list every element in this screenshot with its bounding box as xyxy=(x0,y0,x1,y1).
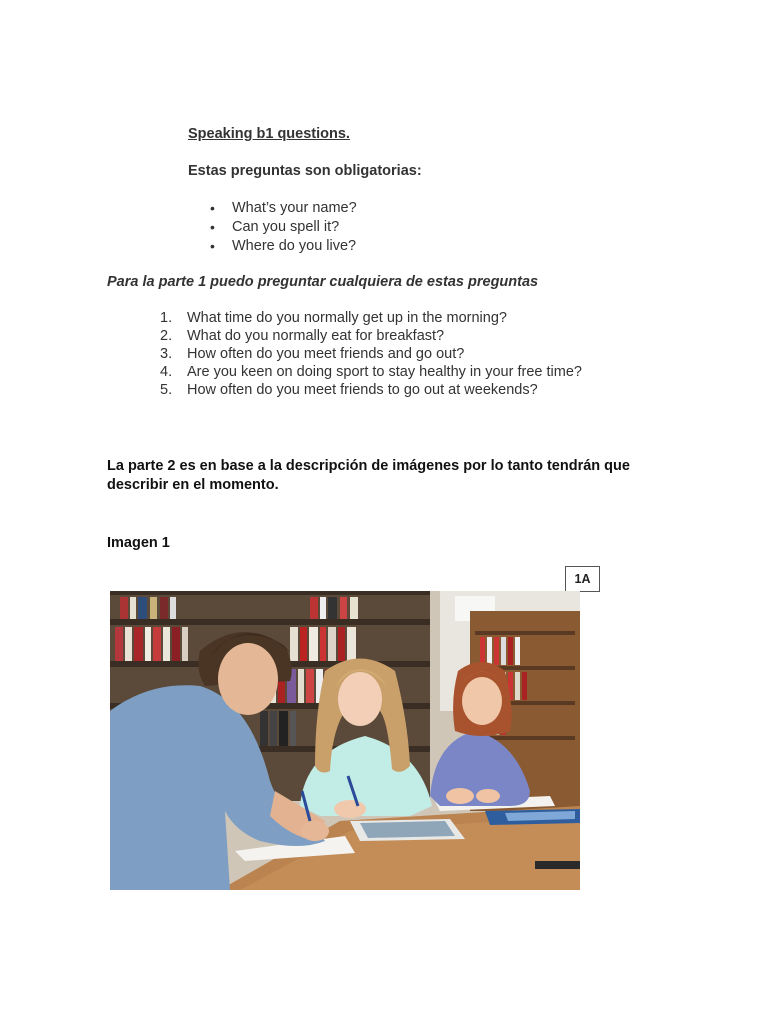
mandatory-heading: Estas preguntas son obligatorias: xyxy=(188,163,422,179)
list-item: • Where do you live? xyxy=(208,237,357,256)
question-text: What do you normally eat for breakfast? xyxy=(187,328,445,344)
question-text: What time do you normally get up in the morning? xyxy=(187,310,507,326)
document-title: Speaking b1 questions. xyxy=(188,126,350,142)
library-photo xyxy=(110,591,580,890)
list-number: 5. xyxy=(160,382,173,398)
part1-question-list xyxy=(160,309,582,399)
image-label: Imagen 1 xyxy=(107,535,170,551)
list-item xyxy=(160,381,582,399)
part1-heading: Para la parte 1 puedo preguntar cualquiera de estas preguntas xyxy=(107,274,539,290)
list-item: • What’s your name? xyxy=(208,199,357,218)
question-text: Are you keen on doing sport to stay healthy in your free time? xyxy=(187,364,582,380)
mandatory-question-list xyxy=(208,199,357,256)
list-item: • Can you spell it? xyxy=(208,218,357,237)
list-number: 4. xyxy=(160,364,173,380)
list-item xyxy=(160,327,582,345)
image-badge: 1A xyxy=(565,566,600,592)
list-number: 2. xyxy=(160,328,173,344)
list-item xyxy=(160,309,582,327)
question-text: How often do you meet friends and go out? xyxy=(187,346,465,362)
list-item xyxy=(160,345,582,363)
question-text: How often do you meet friends to go out at weekends? xyxy=(187,382,538,398)
part2-paragraph: La parte 2 es en base a la descripción de imágenes por lo tanto tendrán que describir en el momento. xyxy=(107,458,630,493)
list-item xyxy=(160,363,582,381)
list-number: 1. xyxy=(160,310,173,326)
list-number: 3. xyxy=(160,346,173,362)
